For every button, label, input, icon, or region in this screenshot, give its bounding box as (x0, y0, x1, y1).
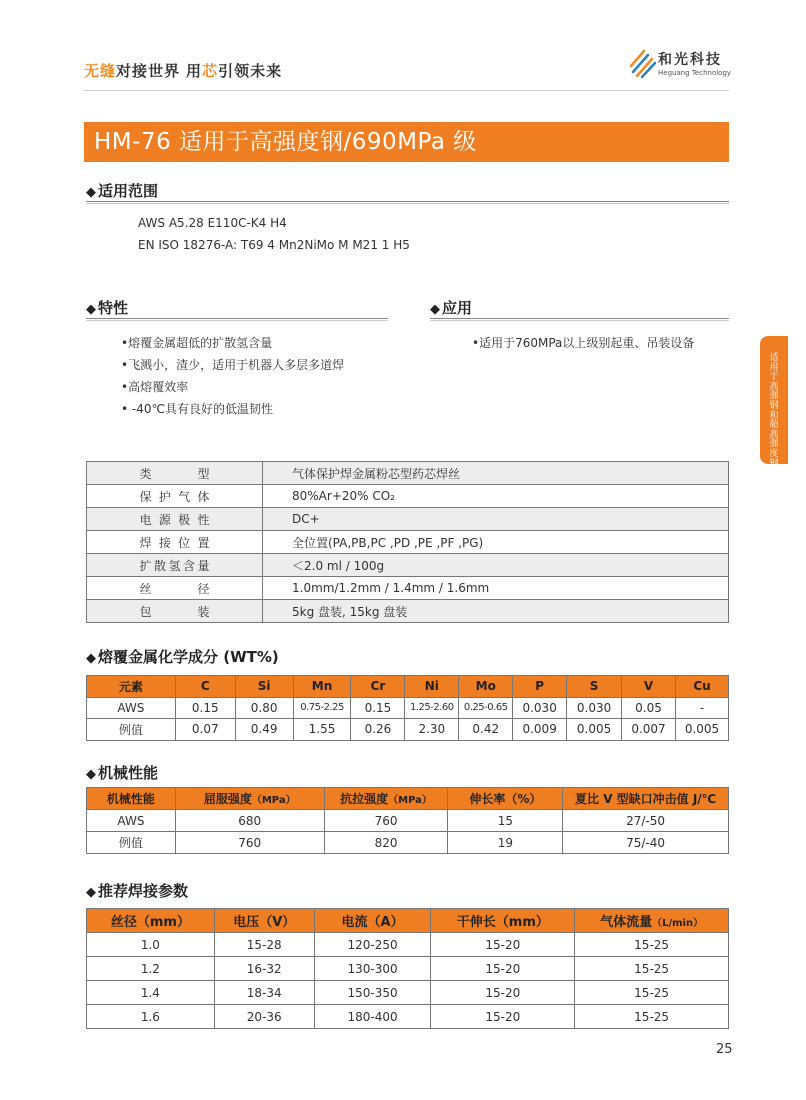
table-cell: 0.009 (513, 719, 567, 741)
feature-item: •飞溅小，渣少，适用于机器人多层多道焊 (121, 358, 345, 372)
table-cell: 1.2 (87, 957, 215, 981)
features-underline (86, 318, 388, 321)
table-cell: 例值 (87, 832, 176, 854)
diamond-icon: ◆ (86, 185, 96, 200)
column-header: 干伸长（mm） (431, 909, 575, 933)
table-cell: 1.25-2.60 (405, 697, 459, 719)
column-header: 电压（V） (214, 909, 314, 933)
table-row (87, 577, 729, 600)
column-header: 屈服强度（MPa） (175, 788, 324, 810)
column-header: 气体流量（L/min） (575, 909, 729, 933)
table-cell: 0.07 (175, 719, 235, 741)
table-cell: 0.030 (567, 697, 622, 719)
table-cell: 27/-50 (563, 810, 729, 832)
table-cell: 75/-40 (563, 832, 729, 854)
page-number: 25 (716, 1042, 733, 1057)
slogan-part-a: 无缝 (84, 62, 117, 80)
table-header-row (87, 676, 729, 698)
table-cell: 0.49 (235, 719, 293, 741)
table-row (87, 697, 729, 719)
table-cell: 150-350 (314, 981, 431, 1005)
applications-heading (430, 297, 472, 318)
column-header: P (513, 676, 567, 698)
property-key: 包装 (87, 600, 263, 623)
slogan-part-b: 对接世界 (116, 62, 181, 80)
table-row (87, 957, 729, 981)
table-row (87, 719, 729, 741)
table-header-row (87, 788, 729, 810)
table-row (87, 981, 729, 1005)
table-cell: 760 (175, 832, 324, 854)
table-cell: 0.80 (235, 697, 293, 719)
application-item: •适用于760MPa以上级别起重、吊装设备 (472, 336, 695, 350)
scope-heading-text: 适用范围 (98, 182, 159, 200)
property-key: 丝径 (87, 577, 263, 600)
table-cell: 760 (324, 810, 448, 832)
column-header: 电流（A） (314, 909, 431, 933)
chemistry-table (86, 675, 729, 741)
property-key: 电源极性 (87, 508, 263, 531)
page-title: HM-76 适用于高强度钢/690MPa 级 (84, 122, 729, 162)
column-header: Cu (675, 676, 728, 698)
property-value: 1.0mm/1.2mm / 1.4mm / 1.6mm (263, 577, 729, 600)
brand-logo-icon (628, 46, 658, 80)
table-cell: 0.007 (622, 719, 676, 741)
table-row (87, 554, 729, 577)
column-header: 丝径（mm） (87, 909, 215, 933)
properties-table (86, 461, 729, 623)
brand-logo (628, 46, 738, 82)
table-cell: AWS (87, 810, 176, 832)
table-cell: 0.030 (513, 697, 567, 719)
table-cell: 680 (175, 810, 324, 832)
table-row (87, 832, 729, 854)
table-cell: 16-32 (214, 957, 314, 981)
diamond-icon: ◆ (86, 885, 96, 900)
property-value: ＜2.0 ml / 100g (263, 554, 729, 577)
features-heading-text: 特性 (98, 299, 129, 317)
table-cell: - (675, 697, 728, 719)
applications-underline (430, 318, 729, 321)
column-header: 机械性能 (87, 788, 176, 810)
feature-item: •熔覆金属超低的扩散氢含量 (121, 336, 273, 350)
table-row (87, 1005, 729, 1029)
table-cell: 1.55 (293, 719, 351, 741)
table-cell: 0.25-0.65 (459, 697, 513, 719)
scope-line: EN ISO 18276-A: T69 4 Mn2NiMo M M21 1 H5 (138, 238, 410, 252)
scope-heading (86, 180, 158, 201)
diamond-icon: ◆ (86, 651, 96, 666)
table-cell: 2.30 (405, 719, 459, 741)
column-header: V (622, 676, 676, 698)
table-cell: 15-25 (575, 933, 729, 957)
table-cell: 1.6 (87, 1005, 215, 1029)
table-cell: 20-36 (214, 1005, 314, 1029)
table-cell: 0.42 (459, 719, 513, 741)
welding-table (86, 908, 729, 1029)
column-header: S (567, 676, 622, 698)
column-header: Ni (405, 676, 459, 698)
mechanical-heading-text: 机械性能 (98, 764, 159, 782)
diamond-icon: ◆ (86, 302, 96, 317)
column-header: C (175, 676, 235, 698)
table-cell: 18-34 (214, 981, 314, 1005)
column-header: Si (235, 676, 293, 698)
slogan-part-d: 芯 (202, 62, 219, 80)
feature-item: •高熔覆效率 (121, 380, 189, 394)
property-value: 全位置(PA,PB,PC ,PD ,PE ,PF ,PG) (263, 531, 729, 554)
table-cell: 15-20 (431, 1005, 575, 1029)
table-cell: 19 (448, 832, 563, 854)
table-row (87, 600, 729, 623)
property-value: DC+ (263, 508, 729, 531)
table-cell: 15 (448, 810, 563, 832)
property-key: 扩散氢含量 (87, 554, 263, 577)
table-row (87, 485, 729, 508)
mechanical-table (86, 787, 729, 854)
column-header: Mn (293, 676, 351, 698)
table-cell: 0.005 (675, 719, 728, 741)
features-heading (86, 297, 128, 318)
table-cell: 15-20 (431, 933, 575, 957)
table-row (87, 531, 729, 554)
side-category-text: 适用于高强钢和超高强度钢 (769, 353, 779, 469)
table-cell: 130-300 (314, 957, 431, 981)
table-cell: 1.0 (87, 933, 215, 957)
column-header: 抗拉强度（MPa） (324, 788, 448, 810)
property-key: 焊接位置 (87, 531, 263, 554)
table-row (87, 933, 729, 957)
table-cell: 15-25 (575, 981, 729, 1005)
property-value: 气体保护焊金属粉芯型药芯焊丝 (263, 462, 729, 485)
table-row (87, 810, 729, 832)
table-cell: 15-20 (431, 981, 575, 1005)
table-cell: AWS (87, 697, 176, 719)
slogan-part-e: 引领未来 (218, 62, 283, 80)
header-divider (84, 90, 729, 91)
header-slogan (84, 60, 282, 81)
table-cell: 15-20 (431, 957, 575, 981)
table-cell: 0.005 (567, 719, 622, 741)
column-header: 夏比 V 型缺口冲击值 J/℃ (563, 788, 729, 810)
table-cell: 0.26 (351, 719, 405, 741)
applications-heading-text: 应用 (442, 299, 473, 317)
table-cell: 例值 (87, 719, 176, 741)
column-header: 元素 (87, 676, 176, 698)
slogan-part-c: 用 (186, 62, 203, 80)
table-row (87, 508, 729, 531)
table-header-row (87, 909, 729, 933)
table-cell: 180-400 (314, 1005, 431, 1029)
brand-name-cn: 和光科技 (658, 52, 722, 68)
table-cell: 120-250 (314, 933, 431, 957)
side-category-tab (760, 336, 788, 469)
table-cell: 1.4 (87, 981, 215, 1005)
welding-heading (86, 880, 188, 901)
property-key: 类型 (87, 462, 263, 485)
mechanical-heading (86, 762, 158, 783)
brand-name-en: Heguang Technology (658, 69, 732, 77)
column-header: Mo (459, 676, 513, 698)
table-cell: 0.15 (351, 697, 405, 719)
chemistry-heading-text: 熔覆金属化学成分 (WT%) (98, 648, 279, 666)
diamond-icon: ◆ (430, 302, 440, 317)
table-cell: 0.15 (175, 697, 235, 719)
table-row (87, 462, 729, 485)
chemistry-heading (86, 646, 279, 667)
property-value: 80%Ar+20% CO₂ (263, 485, 729, 508)
scope-underline (86, 201, 729, 204)
table-cell: 0.75-2.25 (293, 697, 351, 719)
table-cell: 15-25 (575, 1005, 729, 1029)
scope-line: AWS A5.28 E110C-K4 H4 (138, 216, 287, 230)
table-cell: 820 (324, 832, 448, 854)
table-cell: 15-25 (575, 957, 729, 981)
table-cell: 15-28 (214, 933, 314, 957)
column-header: Cr (351, 676, 405, 698)
property-value: 5kg 盘装, 15kg 盘装 (263, 600, 729, 623)
feature-item: • -40℃具有良好的低温韧性 (121, 402, 273, 416)
welding-heading-text: 推荐焊接参数 (98, 882, 189, 900)
table-cell: 0.05 (622, 697, 676, 719)
diamond-icon: ◆ (86, 767, 96, 782)
property-key: 保护气体 (87, 485, 263, 508)
column-header: 伸长率（%） (448, 788, 563, 810)
